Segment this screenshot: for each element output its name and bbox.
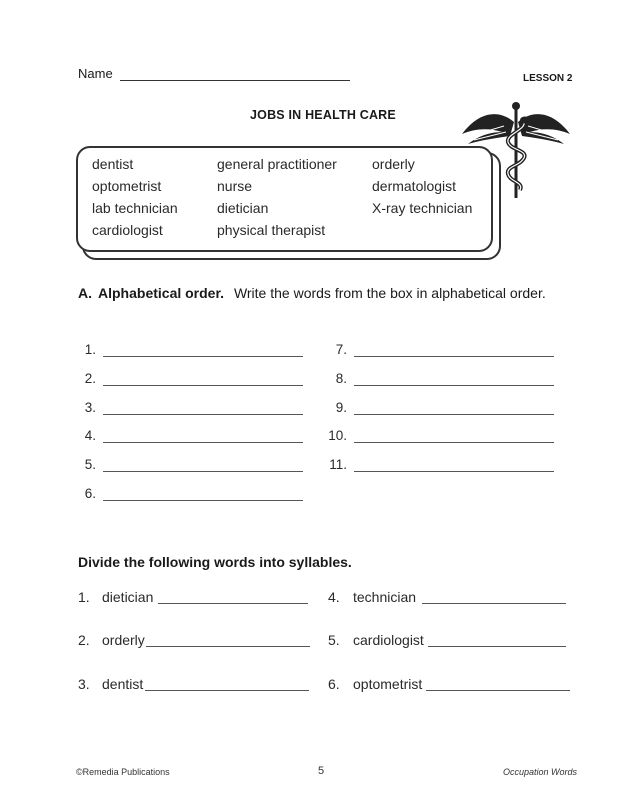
footer-book-title: Occupation Words (503, 767, 578, 777)
page-title: JOBS IN HEALTH CARE (250, 108, 396, 122)
item-number-10: 10. (328, 428, 347, 443)
syllable-word-4: technician (353, 589, 417, 605)
word-box (76, 146, 493, 252)
syllable-blank-5[interactable] (428, 646, 566, 647)
name-label: Name (78, 66, 113, 81)
answer-blank-2[interactable] (103, 385, 303, 386)
item-number-5: 5. (84, 457, 96, 472)
item-number-11: 11. (329, 457, 347, 472)
footer-publisher: ©Remedia Publications (76, 767, 170, 777)
answer-blank-8[interactable] (354, 385, 554, 386)
item-number-3: 3. (84, 400, 96, 415)
word-physical-therapist: physical therapist (217, 222, 326, 238)
answer-blank-3[interactable] (103, 414, 303, 415)
syllable-blank-6[interactable] (426, 690, 570, 691)
word-lab-technician: lab technician (92, 200, 178, 216)
answer-blank-1[interactable] (103, 356, 303, 357)
answer-blank-6[interactable] (103, 500, 303, 501)
answer-blank-7[interactable] (354, 356, 554, 357)
syllable-blank-4[interactable] (422, 603, 566, 604)
syllable-word-6: optometrist (353, 676, 423, 692)
syllable-word-5: cardiologist (353, 632, 424, 648)
syllable-blank-2[interactable] (146, 646, 310, 647)
section-a-instructions (78, 285, 548, 302)
syllable-number-4: 4. (328, 589, 340, 605)
answer-blank-9[interactable] (354, 414, 554, 415)
word-nurse: nurse (217, 178, 253, 194)
syllable-word-1: dietician (102, 589, 154, 605)
word-dentist: dentist (92, 156, 134, 172)
syllable-blank-1[interactable] (158, 603, 308, 604)
syllable-word-3: dentist (102, 676, 144, 692)
item-number-4: 4. (84, 428, 96, 443)
word-x-ray-technician: X-ray technician (372, 200, 473, 216)
answer-blank-4[interactable] (103, 442, 303, 443)
item-number-8: 8. (335, 371, 347, 386)
word-dietician: dietician (217, 200, 269, 216)
word-cardiologist: cardiologist (92, 222, 163, 238)
item-number-2: 2. (84, 371, 96, 386)
word-optometrist: optometrist (92, 178, 162, 194)
syllable-number-3: 3. (78, 676, 90, 692)
answer-blank-11[interactable] (354, 471, 554, 472)
answer-blank-10[interactable] (354, 442, 554, 443)
syllable-blank-3[interactable] (145, 690, 309, 691)
answer-blank-5[interactable] (103, 471, 303, 472)
footer-page-number: 5 (318, 765, 325, 777)
syllable-number-2: 2. (78, 632, 90, 648)
syllable-number-1: 1. (78, 589, 90, 605)
syllable-number-5: 5. (328, 632, 340, 648)
item-number-7: 7. (335, 342, 347, 357)
name-blank[interactable] (120, 80, 350, 81)
word-general-practitioner: general practitioner (217, 156, 337, 172)
section-a-heading: Alphabetical order. (98, 285, 225, 301)
item-number-1: 1. (84, 342, 96, 357)
word-dermatologist: dermatologist (372, 178, 457, 194)
item-number-9: 9. (335, 400, 347, 415)
section-b-heading: Divide the following words into syllables. (78, 554, 352, 570)
section-a-letter: A. (78, 285, 92, 301)
word-orderly: orderly (372, 156, 415, 172)
section-a-instruction: Write the words from the box in alphabetical order. (233, 285, 546, 301)
syllable-word-2: orderly (102, 632, 145, 648)
syllable-number-6: 6. (328, 676, 340, 692)
item-number-6: 6. (84, 486, 96, 501)
lesson-label: LESSON 2 (523, 73, 573, 84)
